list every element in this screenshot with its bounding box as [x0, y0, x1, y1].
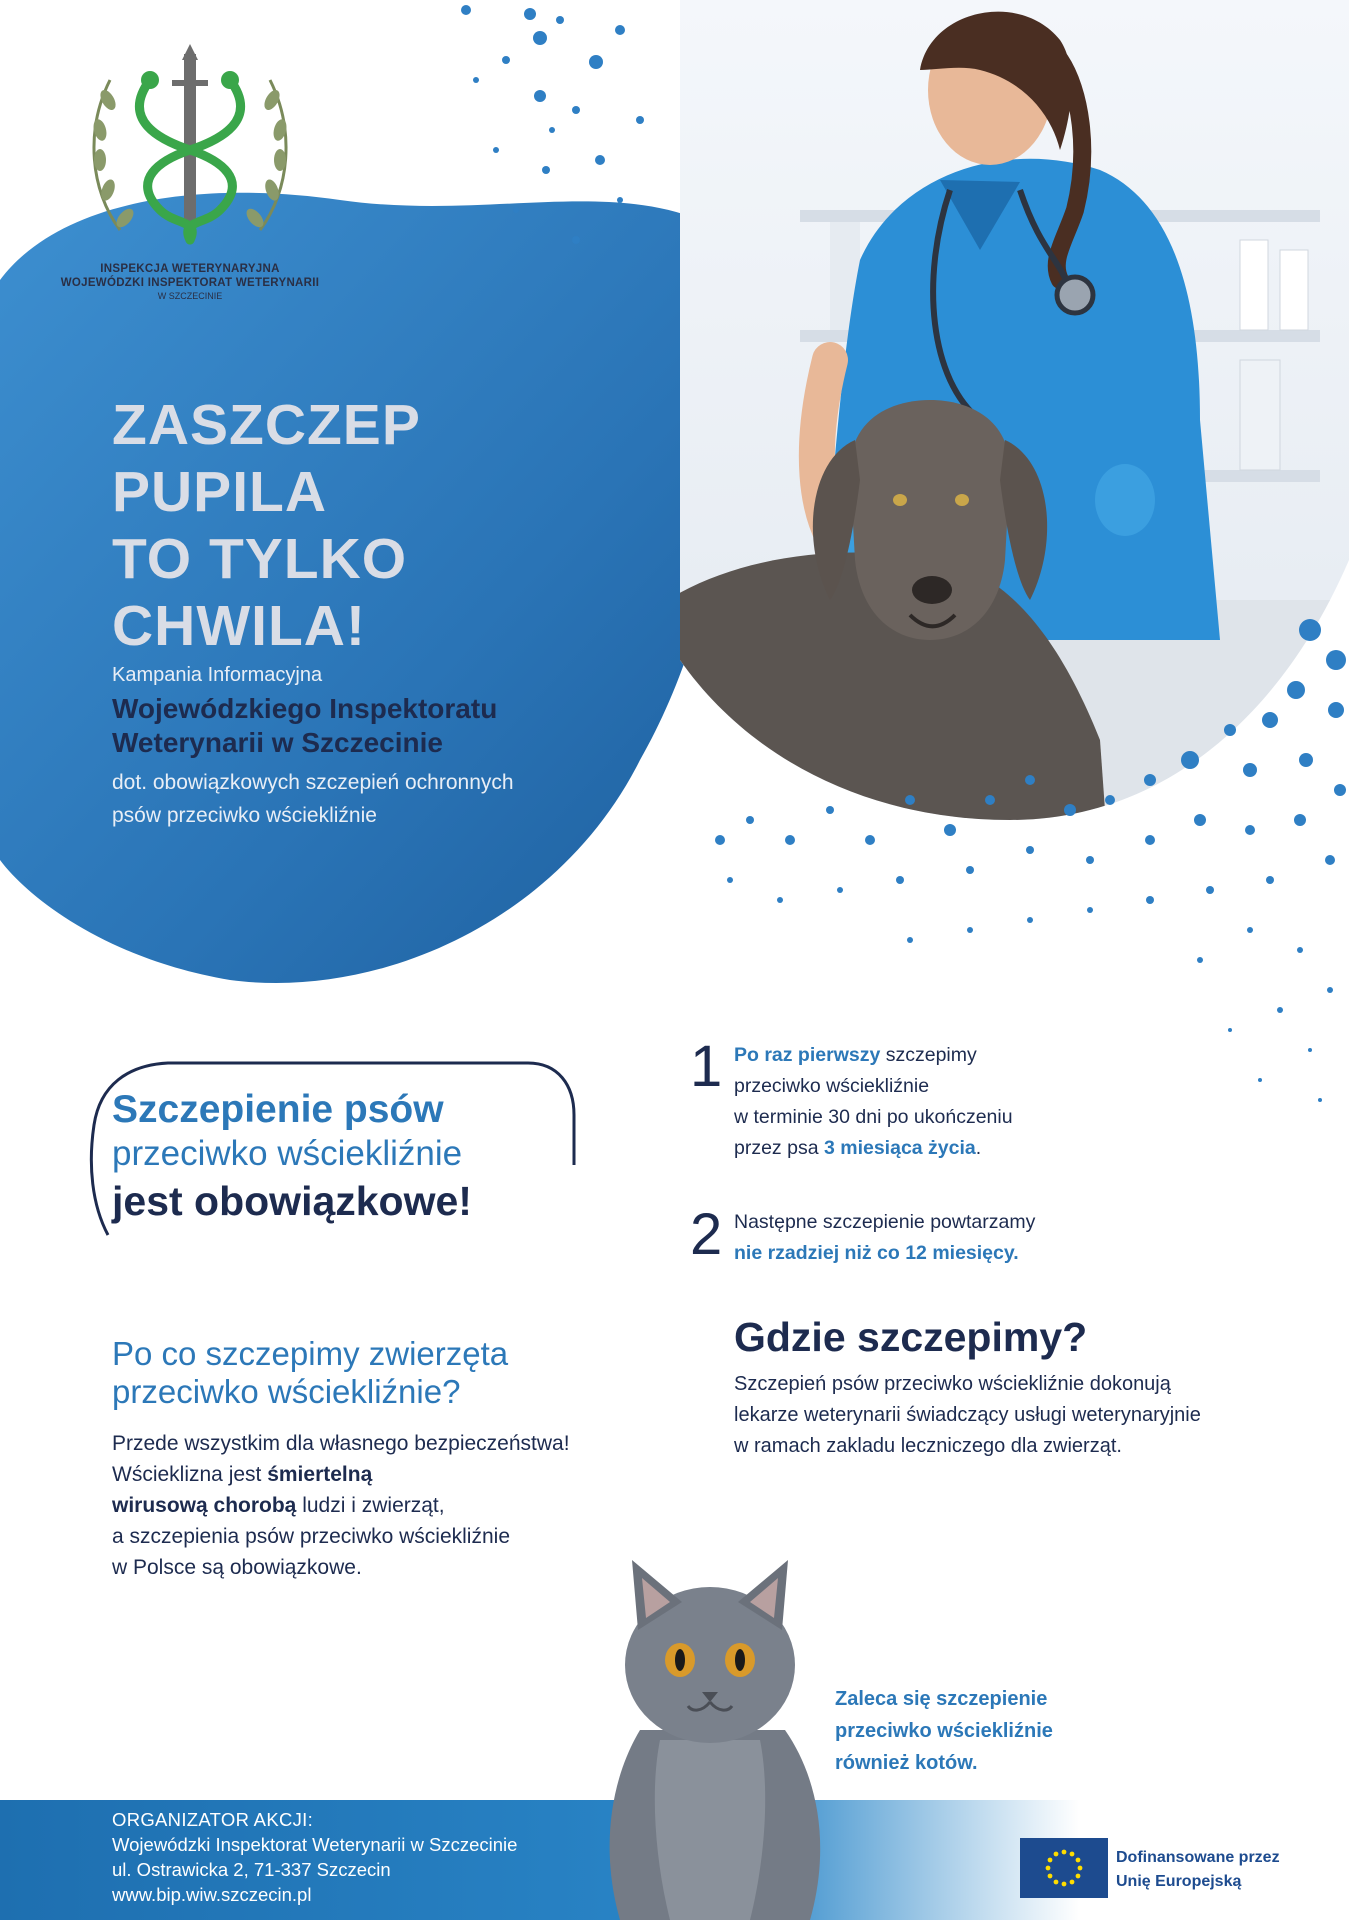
cat-note-line3: również kotów. [835, 1752, 978, 1774]
cat-note-line1: Zaleca się szczepienie [835, 1688, 1048, 1710]
cat-note-line2: przeciwko wściekliźnie [835, 1720, 1053, 1742]
eu-flag-icon [1020, 1838, 1108, 1898]
campaign-label: Kampania Informacyjna [112, 664, 323, 686]
organizer-label: ORGANIZATOR AKCJI: [112, 1809, 314, 1830]
step-2-line2: nie rzadziej niż co 12 miesięcy. [734, 1242, 1019, 1264]
logo-caption-line1: INSPEKCJA WETERYNARYJNA [100, 263, 280, 275]
where-body-line2: lekarze weterynarii świadczący usługi weterynaryjnie [734, 1404, 1201, 1426]
step-number: 1 [690, 1034, 723, 1099]
step-1-line2: przeciwko wściekliźnie [734, 1075, 930, 1097]
organizer-block [112, 1808, 732, 1907]
organizer-website-link[interactable]: www.bip.wiw.szczecin.pl [112, 1884, 312, 1905]
why-heading [112, 1335, 672, 1411]
step-1-line4-bold: 3 miesiąca życia [823, 1137, 976, 1159]
step-1-text-a: szczepimy [880, 1044, 977, 1066]
why-body-line3-suffix: ludzi i zwierząt, [296, 1494, 445, 1517]
why-body-line2-prefix: Wścieklizna jest [112, 1463, 268, 1486]
why-body-line2-bold: śmiertelną [267, 1463, 373, 1486]
step-1-line4-suffix: . [975, 1137, 982, 1159]
mandatory-line3: jest obowiązkowe! [112, 1178, 472, 1224]
why-heading-line1: Po co szczepimy zwierzęta [112, 1335, 509, 1372]
campaign-org-line2: Weterynarii w Szczecinie [112, 727, 443, 758]
hero-title-line: TO TYLKO [112, 527, 408, 591]
vet-with-dog-photo [680, 0, 1349, 880]
campaign-desc-line2: psów przeciwko wściekliźnie [112, 804, 377, 827]
eu-funding-text [1116, 1846, 1336, 1894]
step-2-line1: Następne szczepienie powtarzamy [734, 1211, 1036, 1233]
why-body-line4: a szczepienia psów przeciwko wściekliźnie [112, 1525, 510, 1548]
step-number: 2 [690, 1202, 723, 1267]
why-heading-line2: przeciwko wściekliźnie? [112, 1373, 461, 1410]
campaign-org-line1: Wojewódzkiego Inspektoratu [112, 693, 498, 724]
organizer-line1: Wojewódzki Inspektorat Weterynarii w Szczecinie [112, 1834, 518, 1855]
why-body-line3-bold: wirusową chorobą [112, 1494, 297, 1517]
logo-caption-line3: W SZCZECINIE [157, 291, 223, 301]
step-1-line3: w terminie 30 dni po ukończeniu [734, 1106, 1013, 1128]
mandatory-line2: przeciwko wściekliźnie [112, 1134, 463, 1173]
where-body-line1: Szczepień psów przeciwko wściekliźnie dokonują [734, 1373, 1171, 1395]
step-2-text [734, 1207, 1254, 1269]
mandatory-line1: Szczepienie psów [112, 1088, 444, 1131]
step-1-text [734, 1040, 1254, 1164]
eu-line2: Unię Europejską [1116, 1873, 1242, 1890]
cat-note [835, 1683, 1155, 1779]
why-body-line5: w Polsce są obowiązkowe. [112, 1556, 362, 1579]
logo-caption-line2: WOJEWÓDZKI INSPEKTORAT WETERYNARII [60, 277, 320, 289]
where-body [734, 1369, 1294, 1462]
caduceus-logo-icon [80, 40, 300, 260]
hero-title-line: CHWILA! [112, 594, 366, 658]
hero-title-line: ZASZCZEP [112, 393, 421, 457]
where-body-line3: w ramach zakladu leczniczego dla zwierząt. [734, 1435, 1122, 1457]
organizer-line2: ul. Ostrawicka 2, 71-337 Szczecin [112, 1859, 391, 1880]
why-body-line1: Przede wszystkim dla własnego bezpieczeństwa! [112, 1432, 570, 1455]
step-1-line4-prefix: przez psa [734, 1137, 824, 1159]
mandatory-text [112, 1087, 592, 1227]
where-heading: Gdzie szczepimy? [734, 1314, 1088, 1360]
hero-title-line: PUPILA [112, 460, 328, 524]
logo-caption [30, 262, 350, 302]
campaign-info [112, 662, 672, 832]
hero-title [112, 392, 532, 660]
step-1-bold: Po raz pierwszy [734, 1044, 881, 1066]
eu-line1: Dofinansowane przez [1116, 1849, 1280, 1866]
campaign-desc-line1: dot. obowiązkowych szczepień ochronnych [112, 771, 514, 794]
